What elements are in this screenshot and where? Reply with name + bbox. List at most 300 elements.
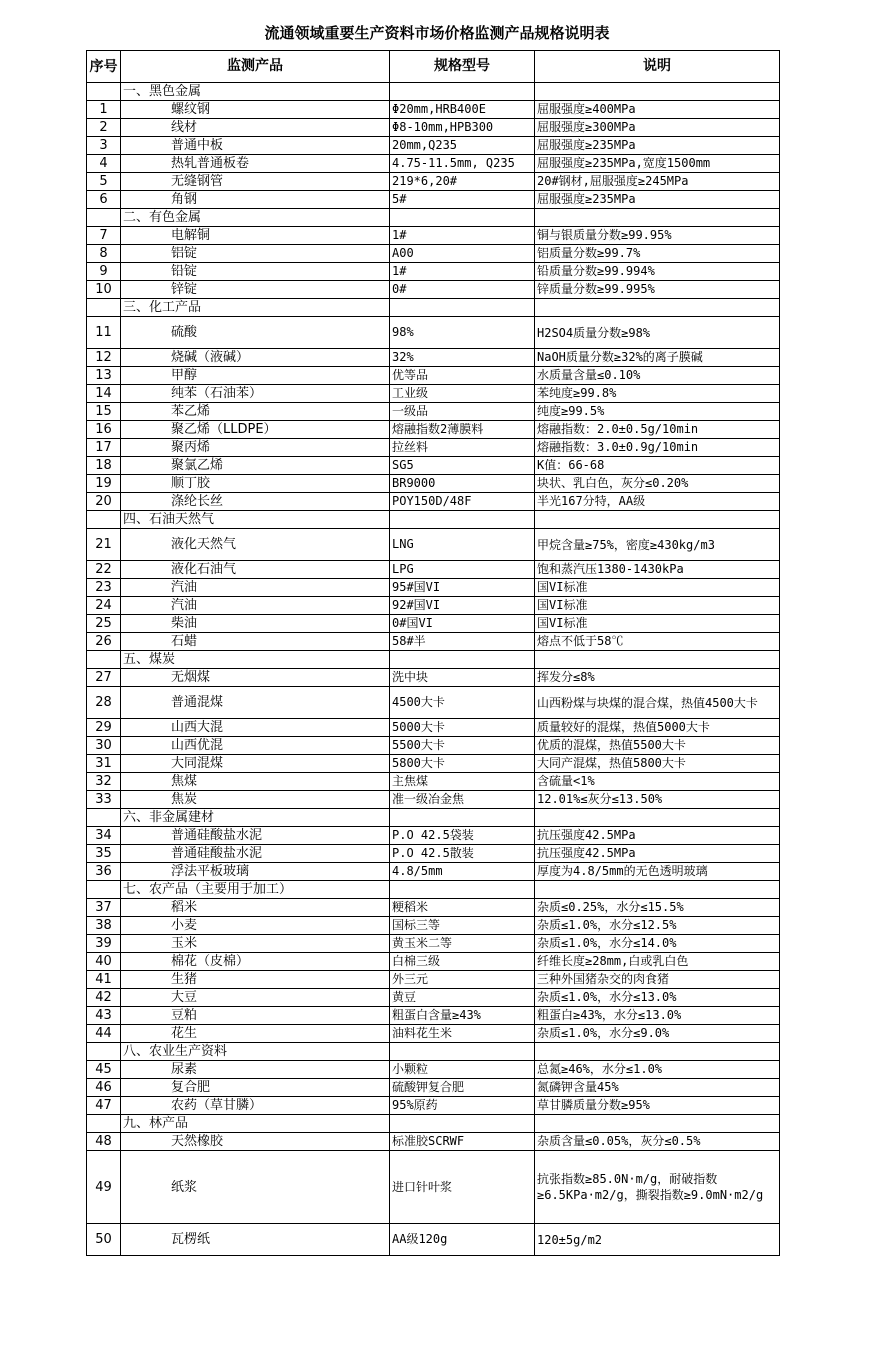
table-row	[87, 917, 780, 935]
cell-spec: 5800大卡	[390, 755, 535, 773]
cell-spec: BR9000	[390, 475, 535, 493]
cell-product: 铅锭	[121, 263, 390, 281]
cell-no: 42	[87, 989, 121, 1007]
cell-no: 27	[87, 669, 121, 687]
cell-spec	[390, 1115, 535, 1133]
cell-spec: POY150D/48F	[390, 493, 535, 511]
table-row	[87, 755, 780, 773]
cell-spec: 硫酸钾复合肥	[390, 1079, 535, 1097]
cell-desc	[535, 299, 780, 317]
cell-product: 苯乙烯	[121, 403, 390, 421]
spec-table	[86, 50, 780, 1256]
cell-spec	[390, 83, 535, 101]
cell-spec: 洗中块	[390, 669, 535, 687]
cell-spec: 工业级	[390, 385, 535, 403]
cell-no: 37	[87, 899, 121, 917]
cell-product: 焦炭	[121, 791, 390, 809]
page-title: 流通领域重要生产资料市场价格监测产品规格说明表	[264, 24, 610, 42]
cell-spec: 优等品	[390, 367, 535, 385]
category-row	[87, 809, 780, 827]
cell-product: 焦煤	[121, 773, 390, 791]
table-row	[87, 899, 780, 917]
table-row	[87, 457, 780, 475]
cell-product: 花生	[121, 1025, 390, 1043]
cell-spec	[390, 299, 535, 317]
table-row	[87, 317, 780, 349]
cell-product: 纯苯（石油苯）	[121, 385, 390, 403]
cell-spec: 油料花生米	[390, 1025, 535, 1043]
cell-spec: 5500大卡	[390, 737, 535, 755]
table-header-row	[87, 51, 780, 83]
cell-product: 锌锭	[121, 281, 390, 299]
cell-spec: 准一级冶金焦	[390, 791, 535, 809]
cell-spec: 5000大卡	[390, 719, 535, 737]
category-label: 七、农产品（主要用于加工）	[121, 881, 390, 899]
table-row	[87, 827, 780, 845]
cell-no	[87, 209, 121, 227]
cell-desc: 块状、乳白色，灰分≤0.20%	[535, 475, 780, 493]
cell-no	[87, 511, 121, 529]
cell-product: 瓦楞纸	[121, 1224, 390, 1256]
category-row	[87, 209, 780, 227]
cell-no: 20	[87, 493, 121, 511]
cell-no: 13	[87, 367, 121, 385]
cell-desc: 杂质≤1.0%，水分≤14.0%	[535, 935, 780, 953]
cell-spec: 20mm,Q235	[390, 137, 535, 155]
cell-desc: 国VI标准	[535, 579, 780, 597]
cell-desc: 山西粉煤与块煤的混合煤，热值4500大卡	[535, 687, 780, 719]
category-label: 六、非金属建材	[121, 809, 390, 827]
table-row	[87, 845, 780, 863]
cell-no: 44	[87, 1025, 121, 1043]
cell-desc: 抗压强度42.5MPa	[535, 845, 780, 863]
cell-no: 25	[87, 615, 121, 633]
cell-desc: 纤维长度≥28mm,白或乳白色	[535, 953, 780, 971]
cell-no: 28	[87, 687, 121, 719]
cell-spec: 92#国VI	[390, 597, 535, 615]
header-product: 监测产品	[121, 51, 390, 83]
cell-product: 小麦	[121, 917, 390, 935]
table-row	[87, 119, 780, 137]
cell-no: 29	[87, 719, 121, 737]
table-row	[87, 935, 780, 953]
cell-product: 线材	[121, 119, 390, 137]
cell-desc: 熔点不低于58℃	[535, 633, 780, 651]
cell-product: 硫酸	[121, 317, 390, 349]
cell-product: 纸浆	[121, 1151, 390, 1224]
table-body	[87, 83, 780, 1256]
cell-spec: 进口针叶浆	[390, 1151, 535, 1224]
cell-desc: 12.01%≤灰分≤13.50%	[535, 791, 780, 809]
cell-spec	[390, 651, 535, 669]
cell-no: 18	[87, 457, 121, 475]
cell-no: 19	[87, 475, 121, 493]
cell-no: 26	[87, 633, 121, 651]
cell-product: 铝锭	[121, 245, 390, 263]
table-row	[87, 773, 780, 791]
cell-spec: SG5	[390, 457, 535, 475]
cell-desc	[535, 651, 780, 669]
cell-product: 豆粕	[121, 1007, 390, 1025]
cell-no: 30	[87, 737, 121, 755]
cell-product: 烧碱（液碱）	[121, 349, 390, 367]
cell-no: 23	[87, 579, 121, 597]
cell-desc: 杂质≤1.0%，水分≤12.5%	[535, 917, 780, 935]
cell-desc: 铜与银质量分数≥99.95%	[535, 227, 780, 245]
cell-product: 涤纶长丝	[121, 493, 390, 511]
table-row	[87, 227, 780, 245]
table-row	[87, 1025, 780, 1043]
cell-product: 汽油	[121, 597, 390, 615]
cell-no: 3	[87, 137, 121, 155]
cell-no: 32	[87, 773, 121, 791]
cell-no: 11	[87, 317, 121, 349]
cell-desc	[535, 83, 780, 101]
table-row	[87, 281, 780, 299]
category-row	[87, 651, 780, 669]
cell-no: 38	[87, 917, 121, 935]
table-row	[87, 439, 780, 457]
cell-desc: 总氮≥46%，水分≤1.0%	[535, 1061, 780, 1079]
cell-desc	[535, 511, 780, 529]
cell-desc	[535, 209, 780, 227]
cell-desc: 甲烷含量≥75%，密度≥430kg/m3	[535, 529, 780, 561]
cell-no: 48	[87, 1133, 121, 1151]
cell-spec: 95%原药	[390, 1097, 535, 1115]
cell-no: 46	[87, 1079, 121, 1097]
cell-spec	[390, 1043, 535, 1061]
cell-product: 玉米	[121, 935, 390, 953]
category-label: 二、有色金属	[121, 209, 390, 227]
cell-desc: 大同产混煤，热值5800大卡	[535, 755, 780, 773]
category-label: 一、黑色金属	[121, 83, 390, 101]
cell-no: 14	[87, 385, 121, 403]
cell-no: 16	[87, 421, 121, 439]
table-row	[87, 561, 780, 579]
table-row	[87, 137, 780, 155]
table-row	[87, 953, 780, 971]
cell-desc: 饱和蒸汽压1380-1430kPa	[535, 561, 780, 579]
table-row	[87, 385, 780, 403]
cell-product: 聚乙烯（LLDPE）	[121, 421, 390, 439]
cell-no: 22	[87, 561, 121, 579]
cell-no: 7	[87, 227, 121, 245]
cell-product: 顺丁胶	[121, 475, 390, 493]
cell-spec: 国标三等	[390, 917, 535, 935]
header-spec: 规格型号	[390, 51, 535, 83]
cell-product: 农药（草甘膦）	[121, 1097, 390, 1115]
cell-no: 10	[87, 281, 121, 299]
table-row	[87, 597, 780, 615]
cell-no	[87, 809, 121, 827]
cell-desc: 20#钢材,屈服强度≥245MPa	[535, 173, 780, 191]
cell-spec: 主焦煤	[390, 773, 535, 791]
table-row	[87, 403, 780, 421]
cell-desc: 屈服强度≥235MPa	[535, 191, 780, 209]
table-row	[87, 421, 780, 439]
category-row	[87, 881, 780, 899]
cell-no: 1	[87, 101, 121, 119]
cell-product: 汽油	[121, 579, 390, 597]
cell-spec: 4.75-11.5mm, Q235	[390, 155, 535, 173]
cell-spec: 白棉三级	[390, 953, 535, 971]
cell-no: 6	[87, 191, 121, 209]
cell-desc: 粗蛋白≥43%，水分≤13.0%	[535, 1007, 780, 1025]
table-row	[87, 687, 780, 719]
cell-desc: 铅质量分数≥99.994%	[535, 263, 780, 281]
cell-product: 大豆	[121, 989, 390, 1007]
category-label: 八、农业生产资料	[121, 1043, 390, 1061]
cell-desc	[535, 881, 780, 899]
cell-product: 甲醇	[121, 367, 390, 385]
cell-desc	[535, 1043, 780, 1061]
cell-product: 石蜡	[121, 633, 390, 651]
cell-product: 山西优混	[121, 737, 390, 755]
category-label: 四、石油天然气	[121, 511, 390, 529]
cell-desc: 屈服强度≥300MPa	[535, 119, 780, 137]
cell-spec: 1#	[390, 263, 535, 281]
cell-desc: H2SO4质量分数≥98%	[535, 317, 780, 349]
cell-product: 复合肥	[121, 1079, 390, 1097]
cell-desc: 屈服强度≥235MPa,宽度1500mm	[535, 155, 780, 173]
cell-spec: 黄豆	[390, 989, 535, 1007]
cell-no: 35	[87, 845, 121, 863]
cell-spec: 粳稻米	[390, 899, 535, 917]
table-row	[87, 475, 780, 493]
cell-spec	[390, 511, 535, 529]
cell-no: 4	[87, 155, 121, 173]
cell-spec: 4.8/5mm	[390, 863, 535, 881]
cell-product: 电解铜	[121, 227, 390, 245]
table-row	[87, 719, 780, 737]
cell-spec: 0#国VI	[390, 615, 535, 633]
cell-desc: K值：66-68	[535, 457, 780, 475]
cell-no: 49	[87, 1151, 121, 1224]
cell-no: 12	[87, 349, 121, 367]
cell-no: 36	[87, 863, 121, 881]
cell-no: 9	[87, 263, 121, 281]
table-row	[87, 101, 780, 119]
cell-desc: 含硫量<1%	[535, 773, 780, 791]
cell-desc: 杂质≤1.0%，水分≤9.0%	[535, 1025, 780, 1043]
cell-spec: 小颗粒	[390, 1061, 535, 1079]
cell-product: 生猪	[121, 971, 390, 989]
category-row	[87, 1115, 780, 1133]
cell-no	[87, 299, 121, 317]
cell-spec: 粗蛋白含量≥43%	[390, 1007, 535, 1025]
table-row	[87, 863, 780, 881]
cell-no: 5	[87, 173, 121, 191]
cell-product: 普通中板	[121, 137, 390, 155]
table-row	[87, 191, 780, 209]
cell-spec: Φ8-10mm,HPB300	[390, 119, 535, 137]
cell-desc: 杂质≤0.25%，水分≤15.5%	[535, 899, 780, 917]
cell-spec: 219*6,20#	[390, 173, 535, 191]
cell-no	[87, 651, 121, 669]
cell-spec: 98%	[390, 317, 535, 349]
category-row	[87, 1043, 780, 1061]
table-row	[87, 155, 780, 173]
cell-product: 螺纹钢	[121, 101, 390, 119]
cell-desc: 国VI标准	[535, 615, 780, 633]
table-row	[87, 971, 780, 989]
cell-product: 普通硅酸盐水泥	[121, 845, 390, 863]
cell-no: 40	[87, 953, 121, 971]
cell-product: 液化天然气	[121, 529, 390, 561]
cell-desc: 半光167分特，AA级	[535, 493, 780, 511]
cell-no	[87, 1043, 121, 1061]
cell-desc: 氮磷钾含量45%	[535, 1079, 780, 1097]
cell-spec	[390, 809, 535, 827]
cell-desc: 三种外国猪杂交的肉食猪	[535, 971, 780, 989]
cell-desc: 锌质量分数≥99.995%	[535, 281, 780, 299]
cell-spec: P.O 42.5散装	[390, 845, 535, 863]
cell-spec: A00	[390, 245, 535, 263]
cell-desc: 铝质量分数≥99.7%	[535, 245, 780, 263]
cell-product: 无烟煤	[121, 669, 390, 687]
cell-product: 热轧普通板卷	[121, 155, 390, 173]
table-row	[87, 245, 780, 263]
cell-no: 33	[87, 791, 121, 809]
cell-desc: 熔融指数：3.0±0.9g/10min	[535, 439, 780, 457]
cell-no: 31	[87, 755, 121, 773]
cell-desc: 屈服强度≥400MPa	[535, 101, 780, 119]
cell-product: 棉花（皮棉）	[121, 953, 390, 971]
cell-spec	[390, 209, 535, 227]
cell-desc: 120±5g/m2	[535, 1224, 780, 1256]
cell-no	[87, 83, 121, 101]
table-row	[87, 669, 780, 687]
cell-no: 47	[87, 1097, 121, 1115]
table-row	[87, 367, 780, 385]
table-row	[87, 737, 780, 755]
cell-product: 大同混煤	[121, 755, 390, 773]
table-row	[87, 989, 780, 1007]
cell-desc: 草甘膦质量分数≥95%	[535, 1097, 780, 1115]
table-row	[87, 263, 780, 281]
table-row	[87, 529, 780, 561]
category-row	[87, 511, 780, 529]
cell-product: 聚丙烯	[121, 439, 390, 457]
cell-desc: 国VI标准	[535, 597, 780, 615]
table-row	[87, 633, 780, 651]
cell-spec: 熔融指数2薄膜料	[390, 421, 535, 439]
cell-desc	[535, 1115, 780, 1133]
cell-spec: 4500大卡	[390, 687, 535, 719]
cell-spec: 58#半	[390, 633, 535, 651]
cell-no: 39	[87, 935, 121, 953]
cell-desc: 挥发分≤8%	[535, 669, 780, 687]
cell-no: 50	[87, 1224, 121, 1256]
category-label: 九、林产品	[121, 1115, 390, 1133]
cell-spec: AA级120g	[390, 1224, 535, 1256]
category-row	[87, 83, 780, 101]
cell-no: 41	[87, 971, 121, 989]
cell-no	[87, 881, 121, 899]
header-no: 序号	[87, 51, 121, 83]
cell-spec: LNG	[390, 529, 535, 561]
table-row	[87, 493, 780, 511]
cell-desc: 优质的混煤，热值5500大卡	[535, 737, 780, 755]
cell-desc: 厚度为4.8/5mm的无色透明玻璃	[535, 863, 780, 881]
cell-spec: 5#	[390, 191, 535, 209]
table-row	[87, 1133, 780, 1151]
cell-no: 34	[87, 827, 121, 845]
cell-desc: 抗张指数≥85.0N·m/g，耐破指数≥6.5KPa·m2/g，撕裂指数≥9.0mN·m2/g	[535, 1151, 780, 1224]
cell-desc: 苯纯度≥99.8%	[535, 385, 780, 403]
cell-no: 24	[87, 597, 121, 615]
cell-product: 山西大混	[121, 719, 390, 737]
table-row	[87, 791, 780, 809]
table-row	[87, 1151, 780, 1224]
cell-product: 普通混煤	[121, 687, 390, 719]
table-row	[87, 1061, 780, 1079]
table-row	[87, 349, 780, 367]
cell-product: 柴油	[121, 615, 390, 633]
cell-product: 聚氯乙烯	[121, 457, 390, 475]
cell-product: 稻米	[121, 899, 390, 917]
cell-desc: 抗压强度42.5MPa	[535, 827, 780, 845]
cell-desc: 杂质含量≤0.05%，灰分≤0.5%	[535, 1133, 780, 1151]
cell-product: 尿素	[121, 1061, 390, 1079]
cell-spec: 1#	[390, 227, 535, 245]
table-row	[87, 615, 780, 633]
cell-no: 15	[87, 403, 121, 421]
cell-no: 8	[87, 245, 121, 263]
cell-spec: 黄玉米二等	[390, 935, 535, 953]
cell-spec: 拉丝料	[390, 439, 535, 457]
table-row	[87, 1097, 780, 1115]
table-row	[87, 1224, 780, 1256]
cell-no: 17	[87, 439, 121, 457]
cell-no: 21	[87, 529, 121, 561]
category-label: 五、煤炭	[121, 651, 390, 669]
cell-product: 无缝钢管	[121, 173, 390, 191]
cell-spec: Φ20mm,HRB400E	[390, 101, 535, 119]
cell-spec: 95#国VI	[390, 579, 535, 597]
cell-product: 角钢	[121, 191, 390, 209]
cell-no: 45	[87, 1061, 121, 1079]
header-desc: 说明	[535, 51, 780, 83]
cell-desc: 质量较好的混煤，热值5000大卡	[535, 719, 780, 737]
cell-desc: NaOH质量分数≥32%的离子膜碱	[535, 349, 780, 367]
cell-desc: 纯度≥99.5%	[535, 403, 780, 421]
cell-spec: 32%	[390, 349, 535, 367]
cell-product: 液化石油气	[121, 561, 390, 579]
cell-product: 浮法平板玻璃	[121, 863, 390, 881]
cell-spec: 外三元	[390, 971, 535, 989]
cell-product: 天然橡胶	[121, 1133, 390, 1151]
cell-spec: 一级品	[390, 403, 535, 421]
cell-no: 43	[87, 1007, 121, 1025]
cell-spec: LPG	[390, 561, 535, 579]
table-row	[87, 1079, 780, 1097]
table-row	[87, 1007, 780, 1025]
cell-desc: 杂质≤1.0%，水分≤13.0%	[535, 989, 780, 1007]
table-row	[87, 173, 780, 191]
cell-desc: 屈服强度≥235MPa	[535, 137, 780, 155]
cell-spec: P.O 42.5袋装	[390, 827, 535, 845]
cell-desc	[535, 809, 780, 827]
cell-no: 2	[87, 119, 121, 137]
category-row	[87, 299, 780, 317]
table-row	[87, 579, 780, 597]
cell-product: 普通硅酸盐水泥	[121, 827, 390, 845]
cell-spec: 标准胶SCRWF	[390, 1133, 535, 1151]
cell-desc: 水质量含量≤0.10%	[535, 367, 780, 385]
cell-spec	[390, 881, 535, 899]
cell-spec: 0#	[390, 281, 535, 299]
